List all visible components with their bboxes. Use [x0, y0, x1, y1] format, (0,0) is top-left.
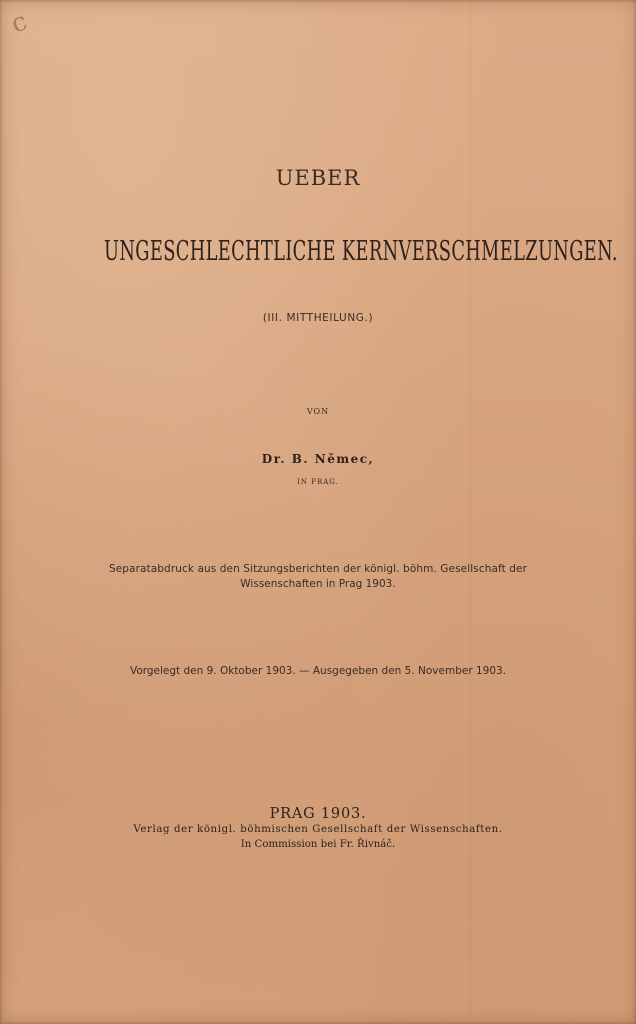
publication-dates: Vorgelegt den 9. Oktober 1903. — Ausgegeben den 5. November 1903. [129, 665, 507, 677]
author-location: IN PRAG. [297, 478, 339, 486]
author-name: Dr. B. Němec, [261, 452, 375, 466]
offprint-note-line2: Wissenschaften in Prag 1903. [240, 578, 396, 590]
imprint-place: PRAG 1903. [269, 806, 367, 822]
commission-line: In Commission bei Fr. Řivnáč. [240, 839, 396, 850]
publisher-line: Verlag der königl. böhmischen Gesellschaft der Wissenschaften. [133, 824, 503, 835]
by-label: VON [306, 407, 330, 416]
header-word: UEBER [275, 166, 361, 190]
offprint-note-line1: Separatabdruck aus den Sitzungsberichten der königl. böhm. Gesellschaft der [108, 563, 528, 575]
pencil-mark-icon: c [7, 6, 32, 40]
document-title: UNGESCHLECHTLICHE KERNVERSCHMELZUNGEN. [104, 236, 618, 267]
paper-fold [470, 0, 471, 1024]
part-number: (III. MITTHEILUNG.) [262, 312, 374, 324]
